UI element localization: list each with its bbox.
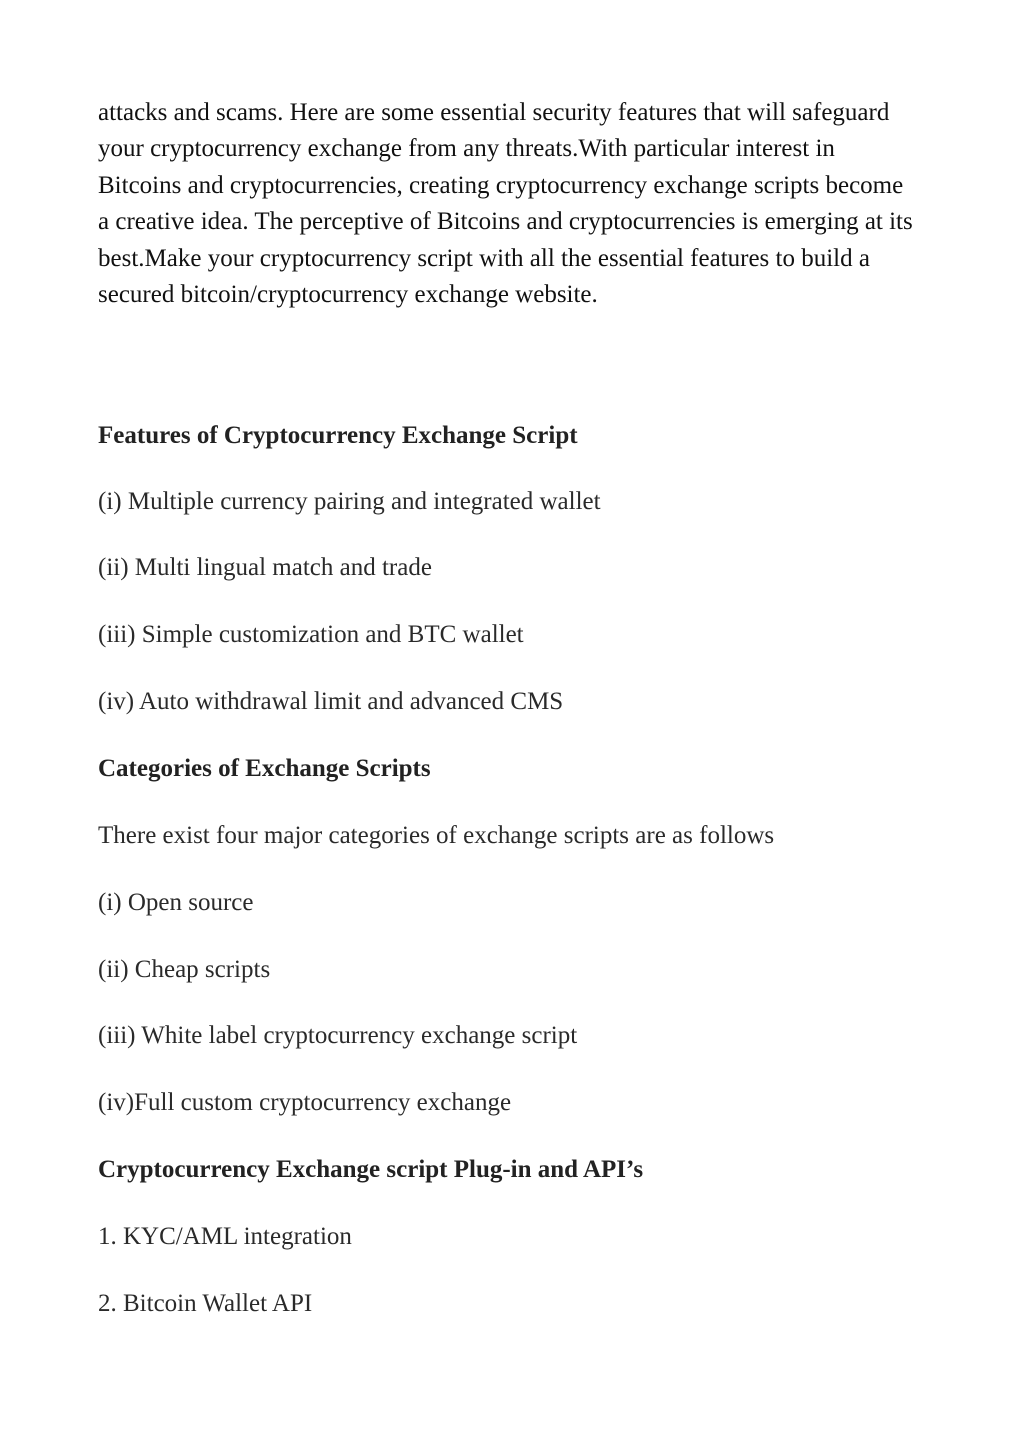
features-heading: Features of Cryptocurrency Exchange Script (98, 422, 578, 449)
intro-paragraph: attacks and scams. Here are some essential security features that will safeguard your cryptocurrency exchange from any threats.With particular interest in Bitcoins and cryptocurrencies, creating cryptocurrency exchange scripts become a creative idea. The perceptive of Bitcoins and cryptocurrencies is emerging at its best.Make your cryptocurrency script with all the essential features to build a secured bitcoin/cryptocurrency exchange website. (98, 99, 913, 309)
category-item: (i) Open source (98, 889, 254, 916)
category-item: (ii) Cheap scripts (98, 956, 271, 983)
feature-item: (i) Multiple currency pairing and integrated wallet (98, 488, 601, 515)
plugin-item: 2. Bitcoin Wallet API (98, 1290, 313, 1317)
categories-heading: Categories of Exchange Scripts (98, 755, 431, 782)
category-item: (iii) White label cryptocurrency exchange script (98, 1022, 578, 1049)
categories-intro: There exist four major categories of exchange scripts are as follows (98, 822, 775, 849)
feature-item: (ii) Multi lingual match and trade (98, 554, 432, 581)
feature-item: (iv) Auto withdrawal limit and advanced CMS (98, 688, 564, 715)
document-page (98, 0, 928, 1448)
plugin-item: 1. KYC/AML integration (98, 1223, 352, 1250)
plugins-heading: Cryptocurrency Exchange script Plug-in and API’s (98, 1156, 644, 1183)
category-item: (iv)Full custom cryptocurrency exchange (98, 1089, 512, 1116)
feature-item: (iii) Simple customization and BTC wallet (98, 621, 524, 648)
